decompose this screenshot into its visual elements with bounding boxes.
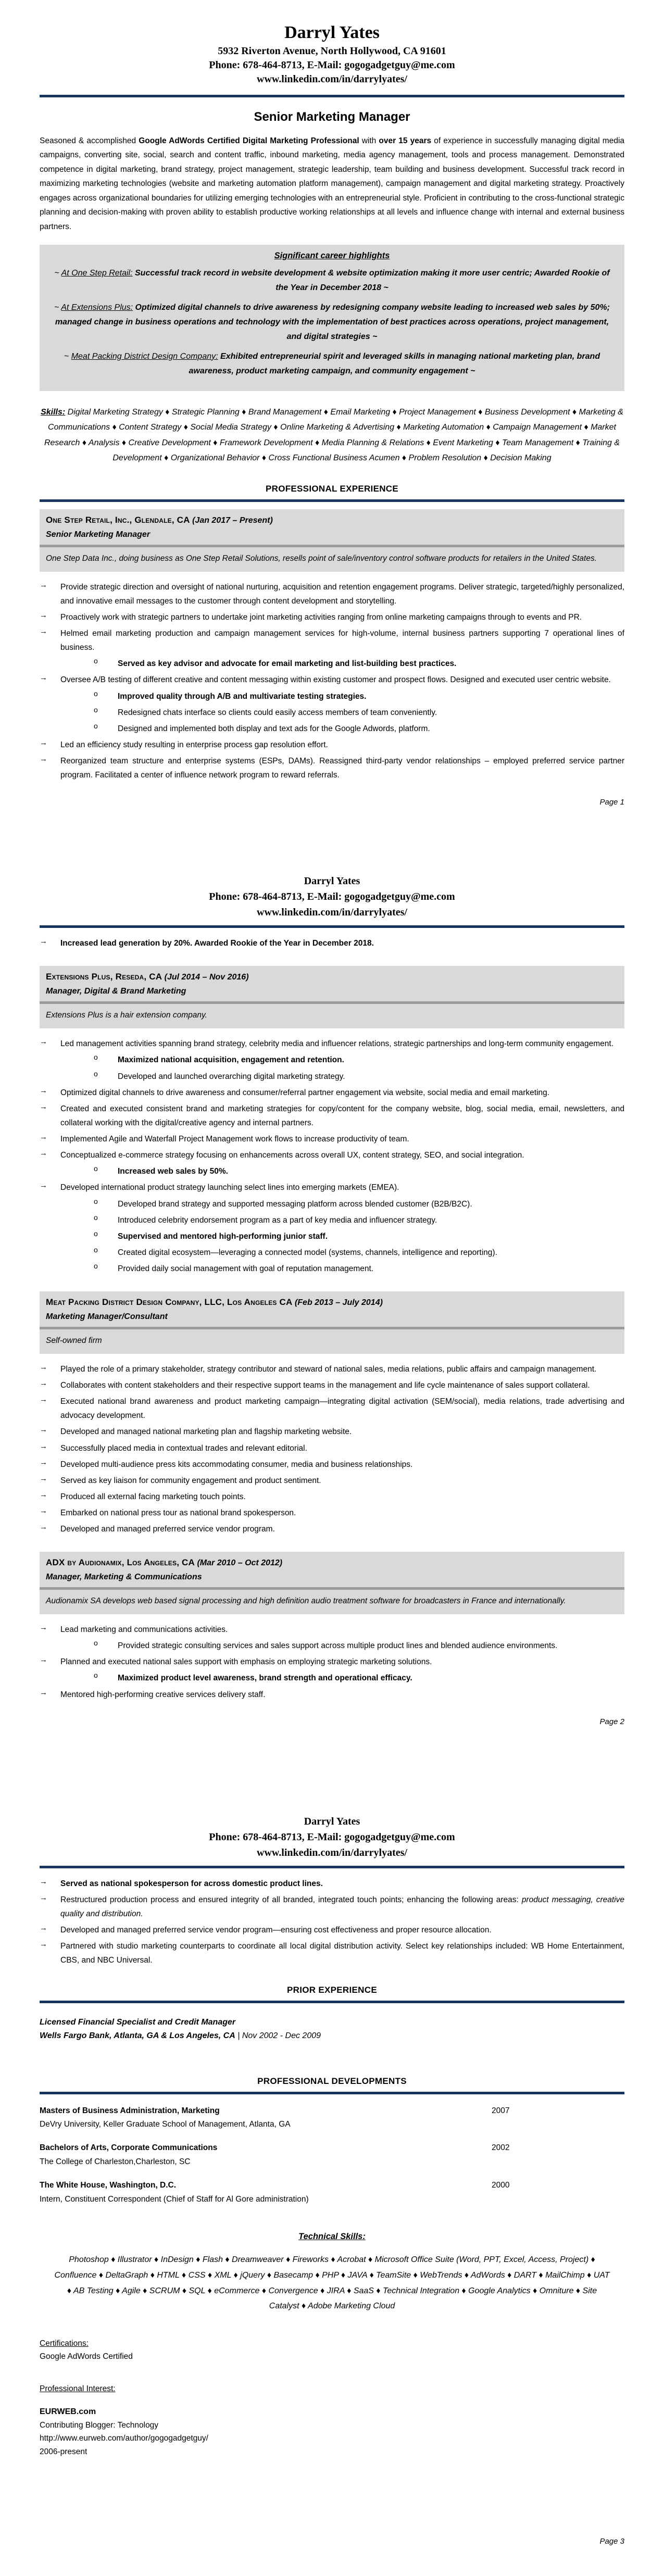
skills-paragraph [40,405,624,466]
bullet-item [40,1506,624,1520]
circle-bullet-icon: o [94,657,98,665]
section-heading-professional-experience: PROFESSIONAL EXPERIENCE [265,483,399,494]
bullet-item [40,580,624,608]
education-title-row [40,2179,624,2192]
circle-bullet-icon: o [94,1197,98,1205]
professional-interest-block [40,2382,624,2459]
bullet-text: Created and executed consistent brand and marketing strategies for copy/content for the company website, blog, social media, email, newsletters, and collateral working with the digital/creative agency and internal partners. [60,1104,624,1127]
technical-skills-title: Technical Skills: [298,2232,366,2242]
page-number: Page 2 [599,1717,624,1726]
education-school: DeVry University, Keller Graduate School of Management, Atlanta, GA [40,2120,291,2129]
candidate-address: 5932 Riverton Avenue, North Hollywood, CA 91601 [218,45,446,57]
sub-bullet-item [40,1213,624,1227]
job-header [40,1552,624,1587]
bullet-text: Oversee A/B testing of different creative and content messaging within existing customer and prospect flows. Designed and executed user centric website. [60,675,611,685]
arrow-bullet-icon: → [40,1940,47,1949]
education-title-row [40,2142,624,2155]
bullet-item [40,1180,624,1195]
job-dates: (Jul 2014 – Nov 2016) [162,973,249,982]
arrow-bullet-icon: → [40,738,47,747]
company-description: Extensions Plus is a hair extension company. [40,1004,624,1028]
sub-bullet-item [40,657,624,671]
arrow-bullet-icon: → [40,1086,47,1095]
bullet-item [40,1441,624,1455]
candidate-linkedin: www.linkedin.com/in/darrylyates/ [257,1846,407,1858]
arrow-bullet-icon: → [40,1506,47,1516]
company-name: Extensions Plus, Reseda, CA [46,972,162,982]
bullet-text: Served as key liaison for community engagement and product sentiment. [60,1476,321,1485]
page3-header [40,1814,624,1861]
bullet-item [40,610,624,624]
sub-bullet-text: Created digital ecosystem—leveraging a connected model (systems, channels, intelligence and reporting). [118,1248,497,1257]
circle-bullet-icon: o [94,1262,98,1271]
job-role: Marketing Manager/Consultant [46,1312,168,1322]
job-header [40,509,624,545]
company-description: Audionamix SA develops web based signal processing and high definition audio treatment software for broadcasters in France and internationally. [40,1590,624,1614]
header-rule [40,95,624,97]
bullet-item [40,936,624,950]
sub-bullet-text: Developed brand strategy and supported messaging platform across blended customer (B2B/B2C). [118,1199,472,1209]
section-heading-prior-experience: PRIOR EXPERIENCE [287,1985,377,1995]
sub-bullet-item [40,1053,624,1067]
bullet-text-italic: product messaging, creative quality and distribution. [60,1895,625,1918]
arrow-bullet-icon: → [40,1893,47,1902]
circle-bullet-icon: o [94,1639,98,1648]
bullet-text: Developed and managed preferred service vendor program—ensuring cost effectiveness and proper resource allocation. [60,1926,492,1935]
circle-bullet-icon: o [94,1671,98,1680]
bullet-item [40,1939,624,1967]
job-dates: (Feb 2013 – July 2014) [292,1298,383,1308]
section-rule [40,499,624,502]
bullet-text: Successfully placed media in contextual trades and relevant editorial. [60,1443,307,1453]
carryover-bullets [40,936,624,950]
arrow-bullet-icon: → [40,1362,47,1372]
job-company-line [46,1556,618,1569]
arrow-bullet-icon: → [40,1924,47,1933]
education-school: The College of Charleston,Charleston, SC [40,2157,191,2167]
degree-name: Bachelors of Arts, Corporate Communications [40,2143,218,2153]
resume-title: Senior Marketing Manager [254,109,410,124]
education-school: Intern, Constituent Correspondent (Chief of Staff for Al Gore administration) [40,2194,309,2204]
candidate-linkedin: www.linkedin.com/in/darrylyates/ [257,907,407,919]
sub-bullet-item [40,1246,624,1260]
job-header [40,1291,624,1327]
education-item [40,2105,624,2132]
sub-bullet-text: Improved quality through A/B and multivariate testing strategies. [118,692,367,701]
bullet-item [40,1394,624,1423]
bullet-item [40,1037,624,1051]
bullet-text: Led an efficiency study resulting in enterprise process gap resolution effort. [60,740,328,749]
highlight-text: ~ Meat Packing District Design Company: Exhibited entrepreneurial spirit and leveraged skills in managing national marketing plan, brand awareness, product marketing campaign, and community engagement ~ [64,351,600,375]
bullet-text: Implemented Agile and Waterfall Project Management work flows to increase productivity of team. [60,1135,409,1144]
job-bullets [40,580,624,783]
sub-bullet-item [40,1197,624,1211]
arrow-bullet-icon: → [40,1688,47,1697]
section-rule [40,2092,624,2094]
technical-skills-list: Photoshop ♦ Illustrator ♦ InDesign ♦ Flash ♦ Dreamweaver ♦ Fireworks ♦ Acrobat ♦ Microsoft Office Suite (Word, PPT, Excel, Access, Project) ♦ Confluence ♦ DeltaGraph ♦ HTML ♦ CSS ♦ XML ♦ jQuery ♦ Basecamp ♦ PHP ♦ JAVA ♦ TeamSite ♦ WebTrends ♦ AdWords ♦ DART ♦ MailChimp ♦ UAT ♦ AB Testing ♦ Agile ♦ SCRUM ♦ SQL ♦ eCommerce ♦ Convergence ♦ JIRA ♦ SaaS ♦ Technical Integration ♦ Google Analytics ♦ Omniture ♦ Site Catalyst ♦ Adobe Marketing Cloud [54,2255,610,2311]
prior-org-line [40,2029,624,2043]
bullet-text: Produced all external facing marketing touch points. [60,1492,246,1501]
bullet-text: Developed and managed national marketing plan and flagship marketing website. [60,1427,352,1437]
bullet-text: Provide strategic direction and oversight of national nurturing, acquisition and retention engagement programs. Deliver strategic, targeted/highly personalized, and innovative email messages to the customer through content development and storytelling. [60,582,624,606]
bullet-item [40,1378,624,1392]
arrow-bullet-icon: → [40,1523,47,1532]
interest-url: http://www.eurweb.com/author/gogogadgetguy/ [40,2434,208,2443]
sub-bullet-text: Provided strategic consulting services and sales support across multiple product lines and blended audience environments. [118,1641,558,1651]
sub-bullet-text: Served as key advisor and advocate for email marketing and list-building best practices. [118,659,457,669]
section-heading-professional-developments: PROFESSIONAL DEVELOPMENTS [257,2076,407,2086]
certifications-block [40,2337,624,2364]
arrow-bullet-icon: → [40,1457,47,1467]
education-item [40,2179,624,2206]
graduation-year: 2002 [492,2143,510,2153]
carryover-bullets [40,1877,624,1968]
prior-org: Wells Fargo Bank, Atlanta, GA & Los Angeles, CA [40,2031,235,2041]
sub-bullet-item [40,1262,624,1276]
arrow-bullet-icon: → [40,755,47,764]
company-name: Meat Packing District Design Company, LLC, Los Angeles CA [46,1297,293,1308]
bullet-item [40,1623,624,1637]
education-title-row [40,2105,624,2118]
sub-bullet-item [40,1164,624,1178]
bullet-text: Restructured production process and ensured integrity of all branded, integrated touch points; enhancing the following areas: product messaging, creative quality and distribution. [60,1895,625,1918]
job-dates: (Mar 2010 – Oct 2012) [195,1559,283,1568]
page-number: Page 1 [599,798,624,807]
company-name: ADX by Audionamix, Los Angeles, CA [46,1557,195,1568]
circle-bullet-icon: o [94,721,98,730]
highlight-text: ~ At One Step Retail: Successful track record in website development & website optimization making it more user centric; Awarded Rookie of the Year in December 2018 ~ [54,268,610,292]
page1-header [40,22,624,86]
highlight-item [48,300,616,344]
header-rule [40,925,624,928]
bullet-text: Mentored high-performing creative services delivery staff. [60,1690,266,1699]
interest-dates: 2006-present [40,2447,87,2457]
summary-bold-years: over 15 years [379,136,432,145]
bullet-item [40,626,624,655]
bullet-text: Optimized digital channels to drive awareness and consumer/referral partner engagement via website, social media and email marketing. [60,1088,550,1097]
bullet-item [40,1893,624,1921]
bullet-item [40,1474,624,1488]
prior-dates: | Nov 2002 - Dec 2009 [235,2031,321,2041]
job-sections-page2 [40,966,624,1701]
education-list [40,2105,624,2206]
bullet-item [40,1457,624,1472]
skills-list: Digital Marketing Strategy ♦ Strategic Planning ♦ Brand Management ♦ Email Marketing ♦ Project Management ♦ Business Development ♦ Marketing & Communications ♦ Content Strategy ♦ Social Media Strategy ♦ Online Marketing & Advertising ♦ Marketing Automation ♦ Campaign Management ♦ Market Research ♦ Analysis ♦ Creative Development ♦ Framework Development ♦ Media Planning & Relations ♦ Event Marketing ♦ Team Management ♦ Training & Development ♦ Organizational Behavior ♦ Cross Functional Business Acumen ♦ Problem Resolution ♦ Decision Making [44,407,623,463]
sub-bullet-text: Introduced celebrity endorsement program as a part of key media and influencer strategy. [118,1215,437,1225]
bullet-text: Executed national brand awareness and product marketing campaign—integrating digital activation (SEM/social), media relations, trade advertising and advocacy development. [60,1397,624,1421]
sub-bullet-item [40,1070,624,1084]
bullet-item [40,673,624,687]
bullet-text: Helmed email marketing production and campaign management services for high-volume, internal business partners supporting 7 operational lines of business. [60,629,624,652]
professional-interest-label: Professional Interest: [40,2384,116,2393]
arrow-bullet-icon: → [40,1037,47,1047]
highlight-text: ~ At Extensions Plus: Optimized digital channels to drive awareness by redesigning company website leading to increased web sales by 50%; managed change in business operations and technology with the implementation of best practices across operations, project management, and digital strategies ~ [54,303,610,341]
sub-bullet-text: Redesigned chats interface so clients could easily access members of team conveniently. [118,708,437,717]
sub-bullet-item [40,1639,624,1653]
header-rule [40,1866,624,1868]
circle-bullet-icon: o [94,705,98,714]
candidate-linkedin: www.linkedin.com/in/darrylyates/ [257,73,407,85]
education-item [40,2142,624,2169]
bullet-text: Played the role of a primary stakeholder, strategy contributor and steward of national sales, media relations, public affairs and campaign management. [60,1364,597,1374]
job-section [40,1291,624,1536]
circle-bullet-icon: o [94,1245,98,1254]
sub-bullet-text: Maximized product level awareness, brand strength and operational efficacy. [118,1674,412,1683]
bullet-item [40,754,624,782]
job-bullets [40,1623,624,1702]
bullet-item [40,1425,624,1439]
highlight-detail: Exhibited entrepreneurial spirit and leveraged skills in managing national marketing plan, brand awareness, product marketing campaign, and community engagement ~ [189,351,600,375]
circle-bullet-icon: o [94,1053,98,1062]
bullet-item [40,1655,624,1669]
summary-bold-credential: Google AdWords Certified Digital Marketing Professional [139,136,359,145]
job-role: Manager, Marketing & Communications [46,1573,202,1582]
sub-bullet-text: Developed and launched overarching digital marketing strategy. [118,1072,345,1081]
circle-bullet-icon: o [94,689,98,698]
arrow-bullet-icon: → [40,673,47,683]
summary-text: Seasoned & accomplished [40,136,139,145]
arrow-bullet-icon: → [40,1474,47,1483]
arrow-bullet-icon: → [40,1623,47,1632]
degree-name: The White House, Washington, D.C. [40,2180,177,2190]
sub-bullet-text: Provided daily social management with goal of reputation management. [118,1264,374,1274]
arrow-bullet-icon: → [40,627,47,636]
highlight-item [48,266,616,295]
arrow-bullet-icon: → [40,1877,47,1886]
prior-role: Licensed Financial Specialist and Credit Manager [40,2018,236,2027]
company-description: One Step Data Inc., doing business as One Step Retail Solutions, resells point of sale/inventory control software products for retailers in the United States. [40,547,624,572]
candidate-contact: Phone: 678-464-8713, E-Mail: gogogadgetguy@me.com [209,891,455,903]
company-name: One Step Retail, Inc., Glendale, CA [46,514,190,525]
candidate-name: Darryl Yates [304,875,360,887]
bullet-item [40,1148,624,1162]
job-company-line [46,1296,618,1309]
page-number: Page 3 [599,2536,624,2546]
job-section [40,1552,624,1701]
job-bullets [40,1037,624,1276]
bullet-text: Planned and executed national sales support with emphasis on employing strategic marketing solutions. [60,1657,432,1667]
highlight-company: Meat Packing District Design Company: [71,351,218,361]
interest-org: EURWEB.com [40,2407,96,2416]
job-company-line [46,970,618,984]
job-company-line [46,513,618,527]
bullet-item [40,1086,624,1100]
degree-name: Masters of Business Administration, Marketing [40,2106,220,2115]
skills-label: Skills: [41,407,66,417]
sub-bullet-item [40,1229,624,1243]
candidate-contact: Phone: 678-464-8713, E-Mail: gogogadgetguy@me.com [209,1831,455,1843]
bullet-text: Developed and managed preferred service vendor program. [60,1525,275,1534]
bullet-item [40,1362,624,1376]
bullet-item [40,1688,624,1702]
arrow-bullet-icon: → [40,1133,47,1142]
certifications-label: Certifications: [40,2339,89,2348]
section-rule [40,2001,624,2003]
highlight-item [48,349,616,379]
bullet-item [40,1877,624,1891]
bullet-item [40,1490,624,1504]
certification-item: Google AdWords Certified [40,2352,133,2361]
interest-role: Contributing Blogger: Technology [40,2420,159,2430]
page2-header [40,873,624,920]
bullet-text: Proactively work with strategic partners to undertake joint marketing activities ranging from online marketing campaigns through to events and PR. [60,612,582,622]
company-description: Self-owned firm [40,1329,624,1354]
job-dates: (Jan 2017 – Present) [190,516,273,525]
job-one-step-retail [40,509,624,782]
bullet-text: Developed multi-audience press kits accommodating consumer, media and business relationships. [60,1460,413,1469]
arrow-bullet-icon: → [40,1379,47,1388]
arrow-bullet-icon: → [40,1181,47,1190]
bullet-text: Led management activities spanning brand strategy, celebrity media and influencer relations, strategic partnerships and long-term community engagement. [60,1039,614,1049]
prior-experience-entry [40,2016,624,2042]
bullet-text: Reorganized team structure and enterprise systems (ESPs, DAMs). Reassigned third-party vendor relationships – employed preferred service partner program. Facilitated a center of influence network program to reward referrals. [60,757,624,780]
bullet-text: Embarked on national press tour as national brand spokesperson. [60,1509,296,1518]
candidate-name: Darryl Yates [284,23,380,42]
job-header [40,966,624,1001]
candidate-contact: Phone: 678-464-8713, E-Mail: gogogadgetguy@me.com [209,59,455,71]
bullet-text: Partnered with studio marketing counterparts to coordinate all local digital distribution activity. Select key relationships included: WB Home Entertainment, CBS, and NBC Universal. [60,1942,624,1965]
highlight-detail: Successful track record in website development & website optimization making it more user centric; Awarded Rookie of the Year in December 2018 ~ [132,268,610,292]
sub-bullet-text: Maximized national acquisition, engagement and retention. [118,1055,344,1065]
arrow-bullet-icon: → [40,1102,47,1111]
bullet-item [40,1102,624,1130]
circle-bullet-icon: o [94,1229,98,1238]
sub-bullet-item [40,722,624,736]
sub-bullet-item [40,706,624,720]
sub-bullet-item [40,689,624,703]
job-role: Senior Marketing Manager [46,530,151,539]
bullet-text: Lead marketing and communications activities. [60,1625,228,1635]
circle-bullet-icon: o [94,1213,98,1222]
bullet-text: Developed international product strategy launching select lines into emerging markets (EMEA). [60,1183,399,1192]
circle-bullet-icon: o [94,1069,98,1078]
arrow-bullet-icon: → [40,937,47,946]
sub-bullet-text: Supervised and mentored high-performing junior staff. [118,1232,328,1241]
candidate-name: Darryl Yates [304,1815,360,1827]
highlight-company: At Extensions Plus: [61,303,133,312]
arrow-bullet-icon: → [40,1490,47,1499]
highlights-title: Significant career highlights [274,250,390,260]
graduation-year: 2007 [492,2106,510,2115]
bullet-text: Increased lead generation by 20%. Awarded Rookie of the Year in December 2018. [60,939,374,948]
sub-bullet-item [40,1671,624,1685]
bullet-item [40,738,624,752]
arrow-bullet-icon: → [40,1425,47,1435]
summary-paragraph: Seasoned & accomplished Google AdWords Certified Digital Marketing Professional with over 15 years of experience in successfully managing digital media campaigns, converting site, social, search and content traffic, inbound marketing, media agency management, tools and process management. Demonstrated competence in digital marketing, brand strategy, project management, strategic leadership, team building and business development. Successful track record in maximizing marketing technologies (website and marketing automation platform management), campaign management and digital marketing strategy. Proactively engages across organizational boundaries for utilizing emerging technologies with an entrepreneurial style. Proficient in contributing to the cross-functional strategic planning and decision-making with proven ability to establish productive working relationships at all levels and influence change with internal and external business partners. [40,136,625,231]
bullet-item [40,1522,624,1536]
sub-bullet-text: Increased web sales by 50%. [118,1167,228,1176]
circle-bullet-icon: o [94,1164,98,1173]
job-role: Manager, Digital & Brand Marketing [46,987,186,996]
arrow-bullet-icon: → [40,580,47,589]
job-bullets [40,1362,624,1536]
job-section [40,966,624,1276]
arrow-bullet-icon: → [40,1655,47,1665]
highlight-detail: Optimized digital channels to drive awareness by redesigning company website leading to increased web sales by 50%; managed change in business operations and technology with the implementation of best practices across operations, project management, and digital strategies ~ [55,303,610,341]
arrow-bullet-icon: → [40,1149,47,1158]
bullet-item [40,1132,624,1146]
arrow-bullet-icon: → [40,610,47,620]
highlights-list [48,266,616,379]
arrow-bullet-icon: → [40,1441,47,1451]
bullet-item [40,1923,624,1937]
career-highlights-box [40,245,624,391]
arrow-bullet-icon: → [40,1395,47,1404]
bullet-text: Served as national spokesperson for across domestic product lines. [60,1879,323,1888]
bullet-text: Collaborates with content stakeholders and their respective support teams in the management and life cycle maintenance of sales support collateral. [60,1381,590,1390]
bullet-text: Conceptualized e-commerce strategy focusing on enhancements across overall UX, content strategy, SEO, and social integration. [60,1151,524,1160]
graduation-year: 2000 [492,2180,510,2190]
highlight-company: At One Step Retail: [61,268,133,278]
sub-bullet-text: Designed and implemented both display and text ads for the Google Adwords, platform. [118,724,430,733]
